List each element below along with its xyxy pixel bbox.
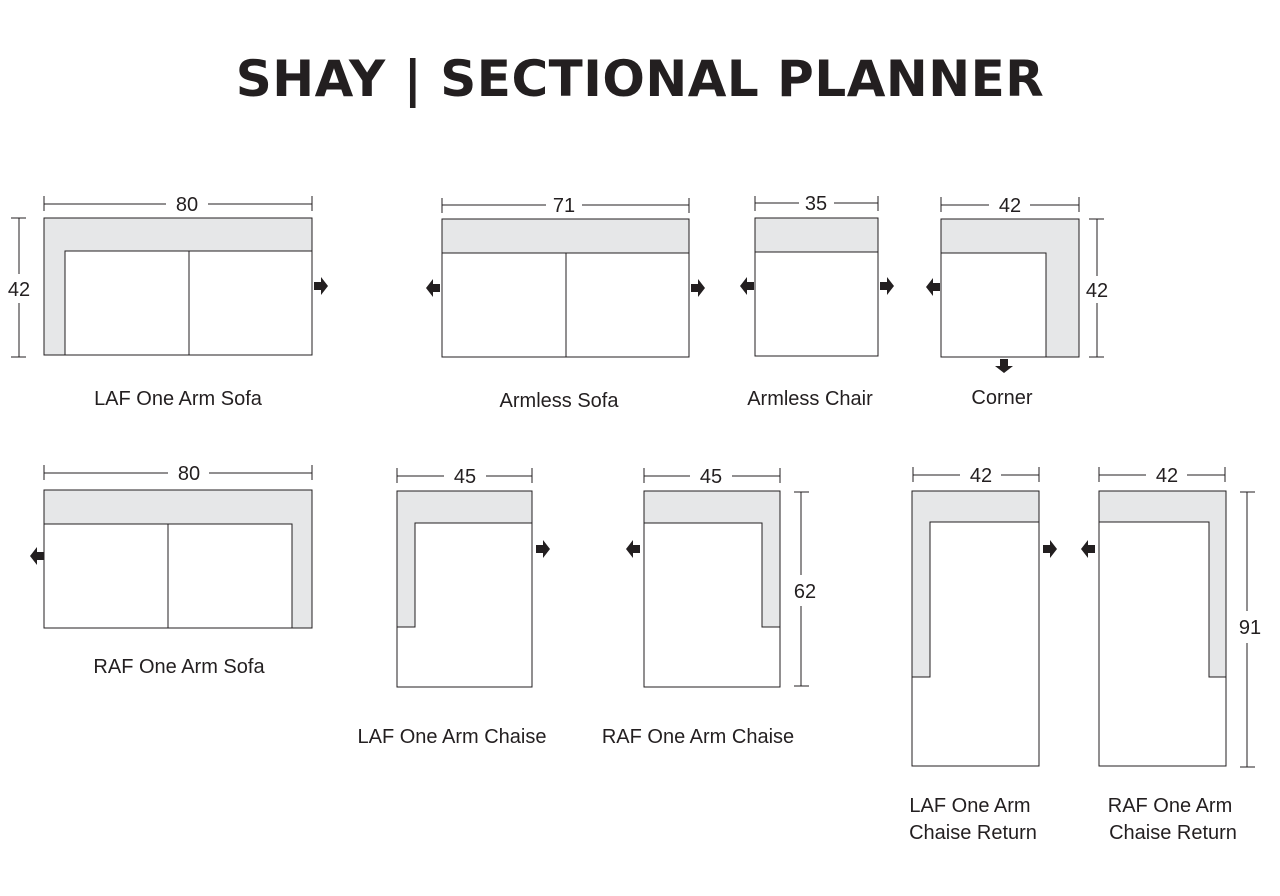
piece-laf-one-arm-chaise <box>358 466 550 748</box>
dimension-depth <box>1086 219 1108 357</box>
page-title: SHAY | SECTIONAL PLANNER <box>235 50 1045 108</box>
piece-raf-one-arm-sofa <box>30 463 312 678</box>
dimension-width <box>397 466 532 488</box>
piece-label: Corner <box>971 387 1033 409</box>
connect-arrow-right-icon <box>691 279 705 297</box>
dimension-depth <box>8 218 30 357</box>
dimension-width <box>1099 465 1225 487</box>
width-label: 80 <box>177 463 201 485</box>
width-label: 45 <box>453 466 477 488</box>
chaise-body <box>912 491 1039 766</box>
width-label: 35 <box>804 193 828 215</box>
seat-cushion <box>44 524 168 628</box>
dimension-width <box>941 195 1079 217</box>
piece-label-line-2: Chaise Return <box>1109 822 1237 844</box>
dimension-width <box>44 463 312 485</box>
dimension-width <box>442 195 689 217</box>
piece-label-line-1: LAF One Arm <box>909 795 1031 817</box>
connect-arrow-right-icon <box>536 540 550 558</box>
depth-label: 42 <box>1085 280 1109 302</box>
piece-label: RAF One Arm Chaise <box>601 726 795 748</box>
connect-arrow-left-icon <box>626 540 640 558</box>
connect-arrow-left-icon <box>1081 540 1095 558</box>
piece-laf-one-arm-chaise-return <box>909 465 1057 844</box>
dimension-depth <box>794 492 816 686</box>
seat-cushion <box>168 524 292 628</box>
dimension-width <box>913 465 1039 487</box>
width-label: 42 <box>998 195 1022 217</box>
piece-laf-one-arm-sofa <box>8 194 328 410</box>
connect-arrow-right-icon <box>314 277 328 295</box>
connect-arrow-right-icon <box>880 277 894 295</box>
depth-label: 42 <box>7 279 31 301</box>
connect-arrow-right-icon <box>1043 540 1057 558</box>
dimension-depth <box>1239 492 1261 767</box>
piece-armless-sofa <box>426 195 705 412</box>
piece-label: LAF One Arm Sofa <box>94 388 262 410</box>
connect-arrow-down-icon <box>995 359 1013 373</box>
dimension-width <box>644 466 780 488</box>
piece-raf-one-arm-chaise <box>602 466 816 748</box>
seat-cushion <box>65 251 189 355</box>
depth-label: 62 <box>793 581 817 603</box>
width-label: 42 <box>1155 465 1179 487</box>
width-label: 80 <box>175 194 199 216</box>
dimension-width <box>755 193 878 215</box>
piece-raf-one-arm-chaise-return <box>1081 465 1261 844</box>
seat-cushion <box>566 253 689 357</box>
dimension-width <box>44 194 312 216</box>
piece-label-line-1: RAF One Arm <box>1107 795 1233 817</box>
connect-arrow-left-icon <box>30 547 44 565</box>
connect-arrow-left-icon <box>740 277 754 295</box>
width-label: 71 <box>552 195 576 217</box>
piece-label: LAF One Arm Chaise <box>357 726 547 748</box>
seat-cushion <box>442 253 566 357</box>
connect-arrow-left-icon <box>426 279 440 297</box>
piece-label: Armless Sofa <box>499 390 619 412</box>
piece-label: Armless Chair <box>747 388 873 410</box>
seat-cushion <box>941 253 1046 357</box>
piece-armless-chair <box>740 193 894 410</box>
piece-label-line-2: Chaise Return <box>909 822 1037 844</box>
piece-label: RAF One Arm Sofa <box>93 656 265 678</box>
width-label: 45 <box>699 466 723 488</box>
depth-label: 91 <box>1238 617 1262 639</box>
back-shape <box>442 219 689 253</box>
back-shape <box>755 218 878 252</box>
piece-corner <box>926 195 1108 409</box>
seat-cushion <box>755 252 878 356</box>
connect-arrow-left-icon <box>926 278 940 296</box>
seat-cushion <box>189 251 312 355</box>
chaise-body <box>1099 491 1226 766</box>
width-label: 42 <box>969 465 993 487</box>
